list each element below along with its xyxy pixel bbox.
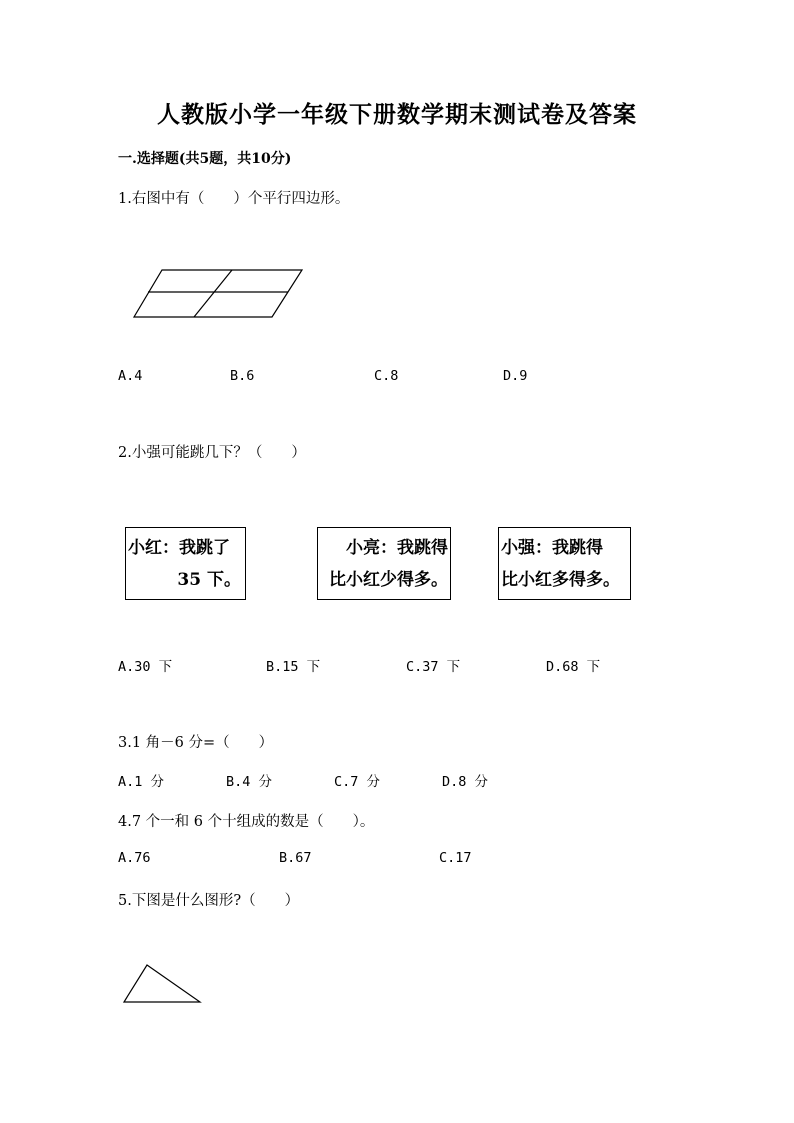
q3-option-a[interactable]: A.1 分 (118, 774, 165, 790)
box-line-1: 小红：我跳了 (128, 538, 230, 558)
q1-option-c[interactable]: C.8 (374, 368, 399, 384)
triangle-outline (124, 965, 200, 1002)
q1-option-b[interactable]: B.6 (230, 368, 255, 384)
q4-option-c[interactable]: C.17 (439, 850, 472, 866)
page-title: 人教版小学一年级下册数学期末测试卷及答案 (157, 101, 637, 128)
section-heading: 一.选择题(共5题，共10分) (118, 151, 292, 167)
question-3-text: 3.1 角－6 分=（ ） (118, 735, 274, 751)
question-5-text: 5.下图是什么图形?（ ） (118, 893, 300, 909)
question-4-text: 4.7 个一和 6 个十组成的数是（ ）。 (118, 814, 375, 830)
question-2-text: 2.小强可能跳几下？（ ） (118, 445, 306, 461)
q4-option-b[interactable]: B.67 (279, 850, 312, 866)
box-line-2: 比小红多得多。 (501, 570, 620, 590)
q1-option-d[interactable]: D.9 (503, 368, 528, 384)
q2-option-c[interactable]: C.37 下 (406, 659, 461, 675)
q3-option-d[interactable]: D.8 分 (442, 774, 489, 790)
box-line-2: 35 下。 (177, 570, 241, 590)
q2-option-a[interactable]: A.30 下 (118, 659, 173, 675)
q3-option-b[interactable]: B.4 分 (226, 774, 273, 790)
q1-option-a[interactable]: A.4 (118, 368, 143, 384)
box-line-2: 比小红少得多。 (329, 570, 448, 590)
box-line-1: 小强：我跳得 (501, 538, 603, 558)
q3-option-c[interactable]: C.7 分 (334, 774, 381, 790)
q2-option-b[interactable]: B.15 下 (266, 659, 321, 675)
box-line-1: 小亮：我跳得 (346, 538, 448, 558)
q2-option-d[interactable]: D.68 下 (546, 659, 601, 675)
q4-option-a[interactable]: A.76 (118, 850, 151, 866)
question-1-text: 1.右图中有（ ）个平行四边形。 (118, 191, 350, 207)
